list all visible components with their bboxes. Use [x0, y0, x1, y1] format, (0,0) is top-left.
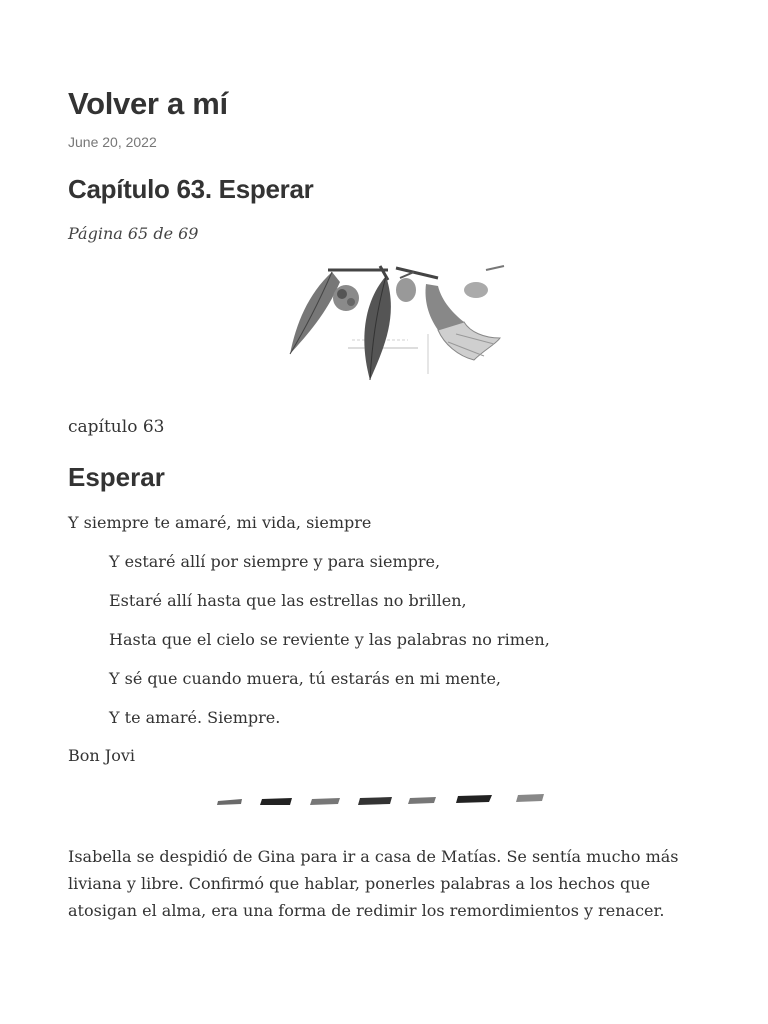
- botanical-illustration-icon: [288, 264, 510, 384]
- body-paragraph: Isabella se despidió de Gina para ir a casa de Matías. Se sentía mucho más liviana y libre. Confirmó que hablar, ponerles palabras a los hechos que atosigan el alma, era una forma de redimir los remordimientos y renacer.: [68, 847, 679, 920]
- epigraph-line: Y sé que cuando muera, tú estarás en mi mente,: [109, 669, 502, 688]
- epigraph-author: Bon Jovi: [68, 746, 135, 765]
- section-heading: Esperar: [68, 462, 165, 492]
- post-date: June 20, 2022: [68, 134, 157, 150]
- epigraph-line: Hasta que el cielo se reviente y las palabras no rimen,: [109, 630, 550, 649]
- chapter-label: capítulo 63: [68, 417, 165, 437]
- book-title: Volver a mí: [68, 86, 228, 121]
- epigraph-line: Y siempre te amaré, mi vida, siempre: [68, 513, 372, 532]
- epigraph-line: Y te amaré. Siempre.: [109, 708, 281, 727]
- epigraph-line: Y estaré allí por siempre y para siempre,: [109, 552, 441, 571]
- page-counter: Página 65 de 69: [68, 224, 199, 243]
- dashed-divider-icon: [214, 792, 546, 808]
- chapter-title: Capítulo 63. Esperar: [68, 174, 314, 204]
- epigraph-line: Estaré allí hasta que las estrellas no brillen,: [109, 591, 467, 610]
